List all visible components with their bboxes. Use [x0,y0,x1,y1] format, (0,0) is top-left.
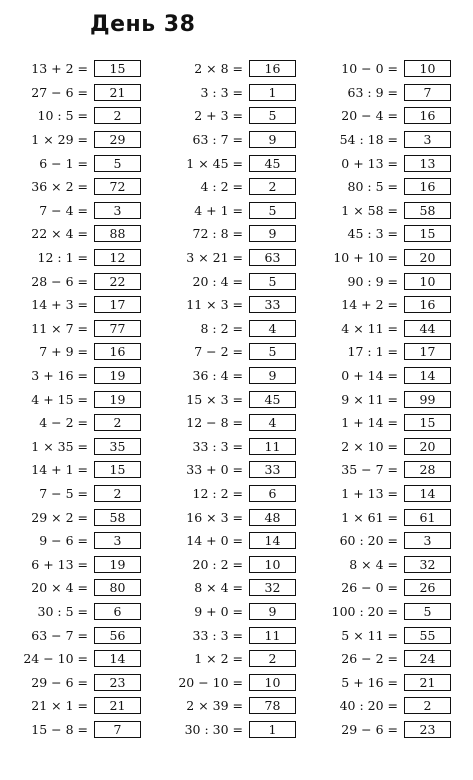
exercise-row [320,222,451,246]
exercise-row [10,81,141,105]
answer-box: 48 [249,509,296,526]
exercise-row [10,57,141,81]
exercise-expression: 35 − 7 = [341,462,398,478]
exercise-row [320,199,451,223]
exercise-row [10,293,141,317]
answer-box: 7 [94,721,141,738]
answer-box: 23 [94,674,141,691]
exercise-expression: 6 + 13 = [31,556,88,572]
exercise-row [165,246,296,270]
answer-box: 16 [249,60,296,77]
exercise-expression: 7 − 4 = [39,202,88,218]
answer-box: 45 [249,155,296,172]
answer-box: 77 [94,320,141,337]
exercise-row [165,364,296,388]
exercise-row [10,670,141,694]
answer-box: 15 [404,225,451,242]
answer-box: 88 [94,225,141,242]
answer-box: 63 [249,249,296,266]
exercise-row [165,199,296,223]
exercise-row [10,175,141,199]
answer-box: 10 [404,60,451,77]
answer-box: 3 [404,131,451,148]
answer-box: 1 [249,84,296,101]
exercise-row [10,128,141,152]
answer-box: 9 [249,225,296,242]
exercise-row [165,269,296,293]
answer-box: 80 [94,579,141,596]
answer-box: 61 [404,509,451,526]
exercise-expression: 3 + 16 = [31,368,88,384]
exercise-expression: 4 × 11 = [341,320,398,336]
exercise-row [10,269,141,293]
answer-box: 10 [404,273,451,290]
exercise-expression: 30 : 30 = [184,721,243,737]
exercise-row [165,317,296,341]
exercise-expression: 45 : 3 = [347,226,398,242]
exercise-row [165,505,296,529]
answer-box: 29 [94,131,141,148]
exercise-row [165,222,296,246]
exercise-expression: 1 × 45 = [186,155,243,171]
exercise-expression: 63 : 7 = [192,132,243,148]
answer-box: 5 [94,155,141,172]
exercise-row [165,718,296,742]
exercise-expression: 8 × 4 = [349,556,398,572]
answer-box: 20 [404,249,451,266]
exercise-expression: 90 : 9 = [347,273,398,289]
exercise-expression: 21 × 1 = [31,698,88,714]
exercise-expression: 4 − 2 = [39,415,88,431]
exercise-expression: 30 : 5 = [37,603,88,619]
answer-box: 19 [94,367,141,384]
exercise-expression: 40 : 20 = [339,698,398,714]
exercise-row [10,647,141,671]
exercise-expression: 29 − 6 = [341,721,398,737]
exercise-expression: 1 × 58 = [341,202,398,218]
exercise-row [10,222,141,246]
exercise-expression: 14 + 3 = [31,297,88,313]
exercise-row [10,364,141,388]
exercise-expression: 2 + 3 = [194,108,243,124]
exercise-expression: 27 − 6 = [31,84,88,100]
answer-box: 11 [249,627,296,644]
answer-box: 78 [249,697,296,714]
exercise-expression: 10 : 5 = [37,108,88,124]
exercise-expression: 17 : 1 = [347,344,398,360]
answer-box: 14 [249,532,296,549]
exercise-expression: 2 × 8 = [194,61,243,77]
exercise-row [320,293,451,317]
answer-box: 21 [94,697,141,714]
exercise-expression: 20 × 4 = [31,580,88,596]
answer-box: 12 [94,249,141,266]
answer-box: 20 [404,438,451,455]
exercise-expression: 4 : 2 = [200,179,243,195]
exercise-expression: 60 : 20 = [339,533,398,549]
exercise-expression: 72 : 8 = [192,226,243,242]
exercise-expression: 4 + 1 = [194,202,243,218]
exercise-expression: 10 − 0 = [341,61,398,77]
exercise-row [320,529,451,553]
exercise-row [10,505,141,529]
exercise-expression: 3 × 21 = [186,250,243,266]
exercise-expression: 20 : 4 = [192,273,243,289]
answer-box: 44 [404,320,451,337]
exercise-expression: 8 × 4 = [194,580,243,596]
exercise-row [165,576,296,600]
exercise-row [10,718,141,742]
exercise-expression: 2 × 39 = [186,698,243,714]
exercise-expression: 14 + 2 = [341,297,398,313]
answer-box: 2 [94,107,141,124]
answer-box: 16 [404,178,451,195]
exercise-expression: 5 + 16 = [341,674,398,690]
answer-box: 5 [249,202,296,219]
column-3 [320,57,451,741]
answer-box: 23 [404,721,451,738]
answer-box: 3 [94,532,141,549]
answer-box: 16 [404,107,451,124]
answer-box: 58 [94,509,141,526]
exercise-expression: 15 × 3 = [186,391,243,407]
exercise-expression: 36 : 4 = [192,368,243,384]
answer-box: 21 [404,674,451,691]
answer-box: 14 [404,367,451,384]
exercise-row [320,458,451,482]
answer-box: 28 [404,461,451,478]
answer-box: 45 [249,391,296,408]
answer-box: 10 [249,674,296,691]
answer-box: 15 [404,414,451,431]
exercise-row [165,670,296,694]
exercise-row [320,57,451,81]
exercise-expression: 11 × 3 = [186,297,243,313]
answer-box: 55 [404,627,451,644]
exercise-expression: 20 : 2 = [192,556,243,572]
answer-box: 19 [94,556,141,573]
answer-box: 56 [94,627,141,644]
exercise-expression: 24 − 10 = [23,651,88,667]
exercise-expression: 14 + 0 = [186,533,243,549]
exercise-row [320,317,451,341]
exercise-row [165,600,296,624]
exercise-expression: 29 × 2 = [31,509,88,525]
answer-box: 2 [249,650,296,667]
answer-box: 5 [249,343,296,360]
exercise-row [165,458,296,482]
answer-box: 10 [249,556,296,573]
answer-box: 15 [94,461,141,478]
exercise-expression: 26 − 0 = [341,580,398,596]
answer-box: 99 [404,391,451,408]
exercise-row [320,104,451,128]
exercise-row [320,505,451,529]
answer-box: 1 [249,721,296,738]
answer-box: 5 [249,107,296,124]
exercise-row [165,128,296,152]
answer-box: 72 [94,178,141,195]
exercise-expression: 63 : 9 = [347,84,398,100]
exercise-expression: 33 : 3 = [192,627,243,643]
exercise-expression: 7 − 2 = [194,344,243,360]
exercise-expression: 12 − 8 = [186,415,243,431]
exercise-expression: 7 − 5 = [39,485,88,501]
exercise-row [165,482,296,506]
answer-box: 2 [94,485,141,502]
answer-box: 33 [249,461,296,478]
exercise-row [10,600,141,624]
exercise-expression: 33 : 3 = [192,438,243,454]
exercise-row [320,600,451,624]
answer-box: 11 [249,438,296,455]
exercise-expression: 5 × 11 = [341,627,398,643]
answer-box: 9 [249,603,296,620]
exercise-row [320,694,451,718]
answer-box: 7 [404,84,451,101]
exercise-expression: 9 × 11 = [341,391,398,407]
exercise-expression: 20 − 4 = [341,108,398,124]
exercise-expression: 28 − 6 = [31,273,88,289]
exercise-expression: 12 : 1 = [37,250,88,266]
answer-box: 4 [249,320,296,337]
exercise-row [165,435,296,459]
answer-box: 3 [404,532,451,549]
exercise-row [165,552,296,576]
exercise-row [320,387,451,411]
answer-box: 19 [94,391,141,408]
exercise-expression: 1 × 29 = [31,132,88,148]
answer-box: 17 [94,296,141,313]
exercise-row [165,387,296,411]
exercise-row [10,411,141,435]
exercise-row [320,128,451,152]
exercise-expression: 11 × 7 = [31,320,88,336]
exercise-expression: 15 − 8 = [31,721,88,737]
exercise-row [10,246,141,270]
exercise-expression: 33 + 0 = [186,462,243,478]
exercise-expression: 13 + 2 = [31,61,88,77]
exercise-expression: 2 × 10 = [341,438,398,454]
exercise-row [165,647,296,671]
exercise-row [320,670,451,694]
exercise-row [10,435,141,459]
exercise-expression: 14 + 1 = [31,462,88,478]
exercise-row [165,104,296,128]
exercise-expression: 6 − 1 = [39,155,88,171]
answer-box: 21 [94,84,141,101]
exercise-expression: 1 × 61 = [341,509,398,525]
exercise-expression: 9 + 0 = [194,603,243,619]
exercise-row [10,623,141,647]
exercise-expression: 100 : 20 = [331,603,398,619]
exercise-row [165,81,296,105]
exercise-row [320,175,451,199]
answer-box: 24 [404,650,451,667]
exercise-row [10,387,141,411]
column-2 [165,57,296,741]
exercise-row [10,104,141,128]
exercise-expression: 36 × 2 = [31,179,88,195]
exercise-row [320,623,451,647]
exercise-expression: 26 − 2 = [341,651,398,667]
exercise-expression: 80 : 5 = [347,179,398,195]
exercise-row [320,364,451,388]
exercise-expression: 7 + 9 = [39,344,88,360]
exercise-row [320,482,451,506]
answer-box: 2 [94,414,141,431]
exercise-row [165,57,296,81]
answer-box: 5 [404,603,451,620]
exercise-row [320,246,451,270]
exercise-row [10,552,141,576]
answer-box: 4 [249,414,296,431]
answer-box: 32 [404,556,451,573]
answer-box: 3 [94,202,141,219]
answer-box: 6 [94,603,141,620]
exercise-row [165,175,296,199]
answer-box: 17 [404,343,451,360]
exercise-row [320,576,451,600]
exercise-expression: 20 − 10 = [178,674,243,690]
answer-box: 5 [249,273,296,290]
exercise-row [10,199,141,223]
answer-box: 16 [94,343,141,360]
exercise-row [10,151,141,175]
exercise-expression: 1 + 14 = [341,415,398,431]
exercise-row [10,529,141,553]
exercise-row [320,151,451,175]
exercise-expression: 3 : 3 = [200,84,243,100]
exercise-row [10,340,141,364]
exercise-row [320,647,451,671]
answer-box: 14 [94,650,141,667]
exercise-expression: 16 × 3 = [186,509,243,525]
answer-box: 16 [404,296,451,313]
exercise-row [320,718,451,742]
answer-box: 2 [404,697,451,714]
exercise-row [320,411,451,435]
exercise-expression: 8 : 2 = [200,320,243,336]
exercise-expression: 9 − 6 = [39,533,88,549]
exercise-row [165,293,296,317]
exercise-row [10,458,141,482]
page-title: День 38 [90,12,196,37]
exercise-expression: 4 + 15 = [31,391,88,407]
answer-box: 33 [249,296,296,313]
answer-box: 32 [249,579,296,596]
exercise-row [320,552,451,576]
exercise-expression: 0 + 14 = [341,368,398,384]
exercise-expression: 1 × 2 = [194,651,243,667]
column-1 [10,57,141,741]
exercise-row [10,694,141,718]
exercise-expression: 63 − 7 = [31,627,88,643]
answer-box: 35 [94,438,141,455]
exercise-expression: 1 × 35 = [31,438,88,454]
exercise-row [320,269,451,293]
exercise-row [10,576,141,600]
answer-box: 58 [404,202,451,219]
exercise-expression: 12 : 2 = [192,485,243,501]
exercise-expression: 1 + 13 = [341,485,398,501]
exercise-row [165,529,296,553]
exercise-row [10,482,141,506]
answer-box: 13 [404,155,451,172]
answer-box: 6 [249,485,296,502]
answer-box: 9 [249,131,296,148]
exercise-row [165,340,296,364]
exercise-row [165,151,296,175]
exercise-row [165,694,296,718]
exercise-expression: 22 × 4 = [31,226,88,242]
answer-box: 22 [94,273,141,290]
answer-box: 9 [249,367,296,384]
exercise-row [165,623,296,647]
exercise-row [10,317,141,341]
exercise-expression: 10 + 10 = [333,250,398,266]
exercise-expression: 0 + 13 = [341,155,398,171]
answer-box: 26 [404,579,451,596]
exercise-row [320,81,451,105]
answer-box: 14 [404,485,451,502]
answer-box: 2 [249,178,296,195]
answer-box: 15 [94,60,141,77]
exercise-row [320,435,451,459]
exercise-row [165,411,296,435]
exercise-expression: 54 : 18 = [339,132,398,148]
exercise-expression: 29 − 6 = [31,674,88,690]
exercise-row [320,340,451,364]
